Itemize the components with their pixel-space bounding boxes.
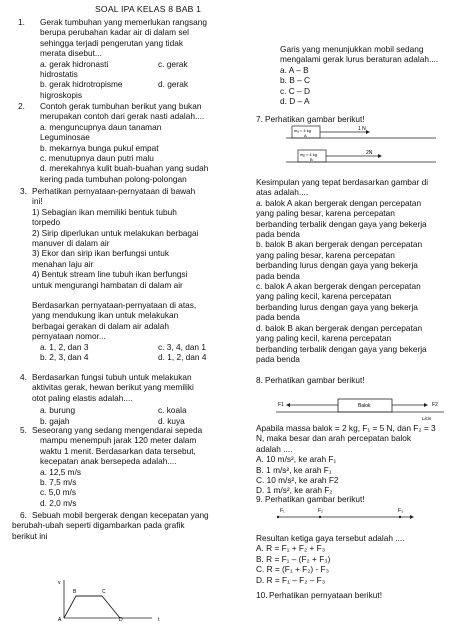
option-text: B. 1 m/s², ke arah F₁ bbox=[256, 464, 332, 475]
question-text: Seseorang yang sedang mengendarai sepeda bbox=[32, 425, 203, 435]
question-text: Resultan ketiga gaya tersebut adalah .... bbox=[256, 533, 405, 543]
question-7-body bbox=[256, 177, 462, 364]
question-text: mengalami gerak lurus beraturan adalah.... bbox=[280, 54, 439, 65]
statement: untuk mengurangi hambatan di dalam air bbox=[32, 279, 183, 290]
block-b-label: B bbox=[310, 157, 313, 162]
question-text: atas adalah.... bbox=[256, 187, 309, 198]
option-text: c. gerak bbox=[158, 58, 188, 69]
option-text: a. gerak hidronasti bbox=[40, 58, 109, 69]
force-b-label: 2N bbox=[366, 150, 373, 156]
question-text: Contoh gerak tumbuhan berikut yang bukan bbox=[40, 101, 202, 111]
arrow-head-a bbox=[366, 130, 370, 134]
question-4 bbox=[18, 372, 250, 426]
point-a-label: A bbox=[58, 617, 62, 622]
question-number: 8. bbox=[256, 375, 263, 385]
option-text: a. 1, 2, dan 3 bbox=[40, 341, 89, 352]
option-text: a. burung bbox=[40, 405, 76, 416]
question-number: 9. bbox=[256, 494, 263, 504]
question-text: Perhatikan pernyataan berikut! bbox=[269, 590, 383, 600]
question-text: Sebuah mobil bergerak dengan kecepatan yang bbox=[32, 510, 209, 520]
statement: 2) Sirip diperlukan untuk melakukan berbagai bbox=[32, 227, 199, 238]
option-text: Leguminosae bbox=[40, 132, 90, 143]
question-text: aktivitas gerak, hewan berikut yang memiliki bbox=[32, 382, 194, 393]
question-2 bbox=[18, 101, 250, 184]
question-text: Gerak tumbuhan yang memerlukan rangsang bbox=[40, 17, 207, 27]
question-6 bbox=[12, 510, 250, 541]
option-text: c. C – D bbox=[280, 85, 310, 96]
t-axis-label: t bbox=[158, 617, 160, 622]
option-text: berbanding lurus dengan gaya yang bekerja bbox=[256, 260, 418, 271]
question-10 bbox=[256, 590, 462, 600]
mass-a-label: mₐ = 4 kg bbox=[294, 128, 311, 133]
point-b-label: B bbox=[73, 589, 77, 595]
option-text bbox=[158, 69, 250, 79]
option-text: d. kuya bbox=[158, 415, 185, 426]
question-text: kecepatan anak bersepeda adalah.... bbox=[40, 456, 177, 467]
f3-label: F₃ bbox=[398, 508, 404, 514]
option-text: pada benda bbox=[256, 270, 300, 281]
question-number: 6. bbox=[20, 510, 27, 520]
friction-label: Licin bbox=[422, 416, 432, 421]
question-text: Apabila massa balok = 2 kg, F₁ = 5 N, dan F₂ = 3 bbox=[256, 423, 436, 433]
mass-b-label: mᵦ = 4 kg bbox=[300, 152, 317, 157]
option-text: D. R = F₁ – F₂ – F₃ bbox=[256, 574, 326, 585]
option-text: c. koala bbox=[158, 405, 187, 416]
point-f3 bbox=[399, 516, 401, 518]
question-9-body bbox=[256, 533, 462, 585]
question-text: adalah .... bbox=[256, 443, 293, 454]
block-label: Balok bbox=[358, 403, 371, 409]
option-text: yang paling besar, karena percepatan bbox=[256, 249, 395, 260]
f2-label: F2 bbox=[432, 402, 438, 408]
option-text: c. 3, 4, dan 1 bbox=[158, 341, 206, 352]
option-text: d. balok B akan bergerak dengan percepatan bbox=[256, 322, 423, 333]
option-text: A. R = F₁ + F₂ + F₃ bbox=[256, 543, 326, 554]
option-text: b. 2, 3, dan 4 bbox=[40, 352, 89, 363]
statement: menahan laju air bbox=[32, 258, 94, 269]
option-text bbox=[158, 90, 250, 100]
option-text: B. R = F₁ – (F₂ + F₃) bbox=[256, 553, 331, 564]
option-text: pada benda bbox=[256, 312, 300, 323]
question-text: mampu menempuh jarak 120 meter dalam bbox=[40, 435, 197, 446]
question-text: Perhatikan gambar berikut! bbox=[265, 494, 365, 504]
option-text: C. R = (F₁ + F₂) - F₃ bbox=[256, 564, 330, 575]
question-1 bbox=[18, 17, 250, 100]
graph-line bbox=[64, 596, 120, 618]
statement: torpedo bbox=[32, 217, 61, 228]
option-text: d. 2,0 m/s bbox=[40, 497, 77, 508]
option-text: b. B – C bbox=[280, 75, 310, 86]
arrow-head-b bbox=[378, 154, 382, 158]
question-8 bbox=[256, 375, 462, 385]
block-a-label: A bbox=[304, 133, 307, 138]
option-text: berbanding terbalik dengan gaya yang bekerja bbox=[256, 218, 427, 229]
question-text: merupakan contoh dari gerak nasti adalah.... bbox=[40, 111, 205, 122]
question-text: otot paling elastis adalah.... bbox=[32, 392, 133, 403]
point-d-label: D bbox=[119, 617, 123, 622]
option-text: b. 7,5 m/s bbox=[40, 477, 77, 488]
question-5 bbox=[18, 425, 250, 508]
question-number: 1. bbox=[18, 17, 25, 27]
question-text: Garis yang menunjukkan mobil sedang bbox=[280, 44, 424, 54]
question-number: 4. bbox=[20, 372, 27, 382]
f1-label: F1 bbox=[278, 402, 284, 408]
option-text: a. A – B bbox=[280, 64, 309, 75]
option-text: pada benda bbox=[256, 229, 300, 240]
question-8-body bbox=[256, 423, 462, 496]
option-text: higroskopis bbox=[40, 89, 82, 100]
option-text: A. 10 m/s², ke arah F₁ bbox=[256, 454, 337, 465]
option-text: d. merekahnya kulit buah-buahan yang sudah bbox=[40, 163, 209, 174]
balok-figure bbox=[276, 398, 446, 422]
question-text: merata disebut... bbox=[40, 48, 102, 59]
question-text: berupa perubahan kadar air di dalam sel bbox=[40, 27, 189, 38]
option-text: yang paling besar, karena percepatan bbox=[256, 208, 395, 219]
option-text: yang paling kecil, karena percepatan bbox=[256, 333, 392, 344]
question-text: Perhatikan gambar berikut! bbox=[265, 114, 365, 124]
option-text: C. 10 m/s², ke arah F2 bbox=[256, 475, 339, 486]
question-text: pernyataan nomor... bbox=[32, 331, 106, 342]
option-text: c. 5,0 m/s bbox=[40, 487, 76, 498]
blocks-figure bbox=[286, 123, 456, 169]
arrow-head-f2 bbox=[424, 403, 428, 407]
option-text: b. mekarnya bunga pukul empat bbox=[40, 142, 159, 153]
question-text: sehingga terjadi pengerutan yang tidak bbox=[40, 37, 183, 48]
question-text: Kesimpulan yang tepat berdasarkan gambar di bbox=[256, 177, 429, 187]
option-text: pada benda bbox=[256, 353, 300, 364]
arrow-head bbox=[410, 515, 414, 519]
question-text: berbagai gerakan di dalam air adalah bbox=[32, 320, 169, 331]
option-text: D. 1 m/s², ke arah F₂ bbox=[256, 485, 333, 496]
option-text: b. balok B akan bergerak dengan percepatan bbox=[256, 239, 423, 250]
forces-figure bbox=[256, 505, 462, 529]
question-number: 7. bbox=[256, 114, 263, 124]
question-text: berubah-ubah seperti digambarkan pada grafik bbox=[12, 520, 185, 531]
point-f2 bbox=[319, 516, 321, 518]
question-text: Perhatikan pernyataan-pernyataan di bawah bbox=[32, 186, 196, 196]
point-c-label: C bbox=[102, 589, 106, 595]
option-text: a. 12,5 m/s bbox=[40, 466, 82, 477]
option-text: a. menguncupnya daun tanaman bbox=[40, 121, 162, 132]
question-text: berikut ini bbox=[12, 530, 48, 541]
v-axis-label: v bbox=[58, 580, 61, 586]
option-text: c. balok A akan bergerak dengan percepatan bbox=[256, 281, 421, 292]
option-text: kering pada tumbuhan polong-polongan bbox=[40, 173, 187, 184]
question-text: ini! bbox=[32, 196, 43, 207]
statement: 4) Bentuk stream line tubuh ikan berfungsi bbox=[32, 269, 188, 280]
option-text: hidrostatis bbox=[40, 69, 78, 80]
question-text: yang mendukung ikan untuk melakukan bbox=[32, 310, 179, 321]
option-text: b. gajah bbox=[40, 415, 70, 426]
question-9 bbox=[256, 494, 462, 504]
question-number: 5. bbox=[20, 425, 27, 435]
question-number: 3. bbox=[20, 186, 27, 196]
velocity-time-graph bbox=[58, 576, 178, 622]
point-f1 bbox=[277, 516, 279, 518]
option-text: d. 1, 2, dan 4 bbox=[158, 352, 207, 363]
option-text: c. menutupnya daun putri malu bbox=[40, 153, 154, 164]
question-6-continued bbox=[280, 44, 466, 106]
force-a-label: 1 N bbox=[358, 126, 366, 132]
f2-label: F₂ bbox=[318, 508, 323, 514]
question-number: 10. bbox=[256, 590, 268, 600]
statement: 1) Sebagian ikan memiliki bentuk tubuh bbox=[32, 206, 177, 217]
question-text: Perhatikan gambar berikut! bbox=[265, 375, 365, 385]
option-text: a. balok A akan bergerak dengan percepatan bbox=[256, 197, 422, 208]
f1-label: F₁ bbox=[280, 508, 285, 514]
question-text: Berdasarkan fungsi tubuh untuk melakukan bbox=[32, 372, 192, 382]
question-text: waktu 1 menit. Berdasarkan data tersebut, bbox=[40, 445, 196, 456]
option-text: berbanding lurus dengan gaya yang bekerja bbox=[256, 301, 418, 312]
option-text: berbanding terbalik dengan gaya yang bekerja bbox=[256, 343, 427, 354]
question-text: Berdasarkan pernyataan-pernyataan di atas, bbox=[32, 300, 197, 311]
arrow-head-f1 bbox=[286, 403, 290, 407]
question-3 bbox=[18, 186, 250, 363]
question-text: N, maka besar dan arah percepatan balok bbox=[256, 433, 411, 444]
option-text: d. D – A bbox=[280, 96, 310, 107]
option-text: d. gerak bbox=[158, 79, 188, 90]
page-title: SOAL IPA KELAS 8 BAB 1 bbox=[95, 4, 202, 14]
question-number: 2. bbox=[18, 101, 25, 111]
option-text: b. gerak hidrotropisme bbox=[40, 79, 123, 90]
statement: 3) Ekor dan sirip ikan berfungsi untuk bbox=[32, 248, 169, 259]
option-text: yang paling kecil, karena percepatan bbox=[256, 291, 392, 302]
statement: manuver di dalam air bbox=[32, 238, 110, 249]
